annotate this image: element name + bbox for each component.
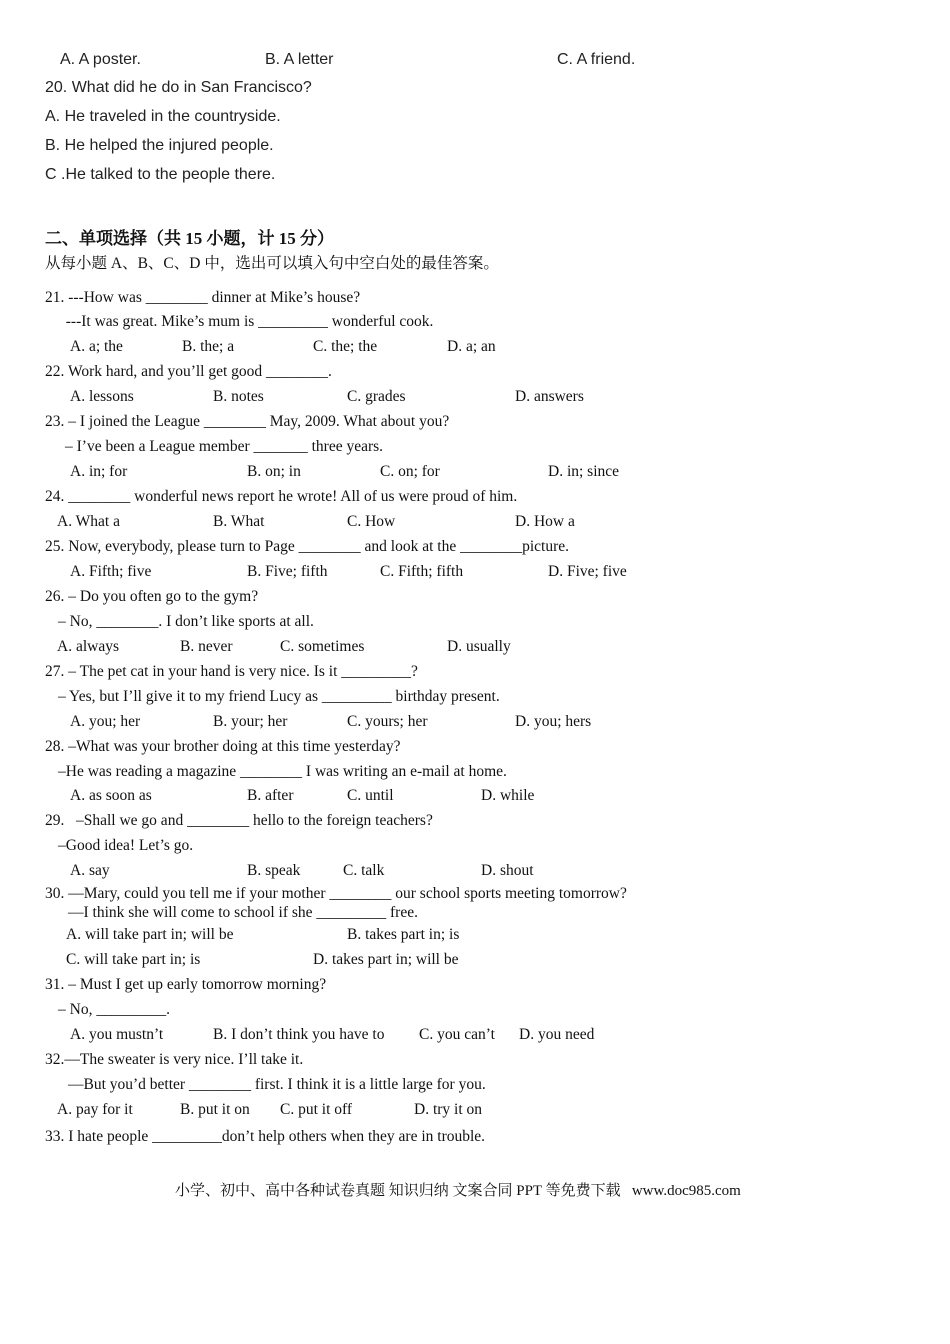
answer-option: D. you need xyxy=(519,1026,595,1043)
answer-option: B. takes part in; is xyxy=(347,926,460,943)
question-stem: 30. —Mary, could you tell me if your mother ________ our school sports meeting tomorrow? xyxy=(45,885,627,902)
answer-option: A. as soon as xyxy=(70,787,152,804)
answer-option: A. in; for xyxy=(70,463,128,480)
answer-option: D. you; hers xyxy=(515,713,592,730)
answer-option: C. yours; her xyxy=(347,713,428,730)
answer-option: C. until xyxy=(347,787,394,804)
question-line: —But you’d better ________ first. I think it is a little large for you. xyxy=(68,1076,486,1093)
answer-option: B. after xyxy=(247,787,294,804)
answer-option: A. lessons xyxy=(70,388,134,405)
answer-option: D. a; an xyxy=(447,338,496,355)
question-stem: 26. – Do you often go to the gym? xyxy=(45,588,259,605)
answer-option: C. the; the xyxy=(313,338,378,355)
question-stem: 31. – Must I get up early tomorrow morning? xyxy=(45,976,327,993)
answer-option: C. will take part in; is xyxy=(66,951,201,968)
answer-option: B. put it on xyxy=(180,1101,250,1118)
answer-option: B. I don’t think you have to xyxy=(213,1026,385,1043)
answer-option: C. How xyxy=(347,513,396,530)
q20-option-a: A. He traveled in the countryside. xyxy=(45,108,281,125)
section-heading: 二、单项选择（共 15 小题，计 15 分） xyxy=(45,229,334,248)
answer-option: A. will take part in; will be xyxy=(66,926,234,943)
question-stem: 23. – I joined the League ________ May, 2009. What about you? xyxy=(45,413,450,430)
answer-option: C. talk xyxy=(343,862,385,879)
question-line: – Yes, but I’ll give it to my friend Lucy as _________ birthday present. xyxy=(58,688,500,705)
question-stem: 22. Work hard, and you’ll get good ________. xyxy=(45,363,332,380)
answer-option: B. your; her xyxy=(213,713,288,730)
q20-stem: 20. What did he do in San Francisco? xyxy=(45,79,312,96)
answer-option: B. speak xyxy=(247,862,301,879)
answer-option: C. you can’t xyxy=(419,1026,495,1043)
answer-option: D. How a xyxy=(515,513,575,530)
answer-option: D. try it on xyxy=(414,1101,483,1118)
question-line: ---It was great. Mike’s mum is _________ wonderful cook. xyxy=(58,313,434,330)
question-stem: 29. –Shall we go and ________ hello to the foreign teachers? xyxy=(45,812,433,829)
answer-option: D. while xyxy=(481,787,535,804)
question-stem: 25. Now, everybody, please turn to Page ________ and look at the ________picture. xyxy=(45,538,570,555)
question-stem: 33. I hate people _________don’t help others when they are in trouble. xyxy=(45,1128,486,1145)
answer-option: A. a; the xyxy=(70,338,123,355)
question-stem: 21. ---How was ________ dinner at Mike’s house? xyxy=(45,289,361,306)
answer-option: D. usually xyxy=(447,638,511,655)
answer-option: B. never xyxy=(180,638,233,655)
answer-option: D. answers xyxy=(515,388,584,405)
answer-option: D. in; since xyxy=(548,463,620,480)
answer-option: C. on; for xyxy=(380,463,440,480)
answer-option: C. grades xyxy=(347,388,406,405)
answer-option: A. you mustn’t xyxy=(70,1026,164,1043)
answer-option: D. Five; five xyxy=(548,563,627,580)
q20-option-b: B. He helped the injured people. xyxy=(45,137,274,154)
answer-option: A. always xyxy=(57,638,119,655)
q19-option-b: B. A letter xyxy=(265,51,334,68)
answer-option: A. pay for it xyxy=(57,1101,133,1118)
answer-option: D. takes part in; will be xyxy=(313,951,459,968)
question-line: –He was reading a magazine ________ I was writing an e-mail at home. xyxy=(58,763,507,780)
answer-option: B. What xyxy=(213,513,265,530)
question-line: – I’ve been a League member _______ three years. xyxy=(65,438,384,455)
answer-option: C. put it off xyxy=(280,1101,353,1118)
question-line: –Good idea! Let’s go. xyxy=(58,837,194,854)
question-stem: 24. ________ wonderful news report he wrote! All of us were proud of him. xyxy=(45,488,518,505)
answer-option: A. you; her xyxy=(70,713,141,730)
q19-option-c: C. A friend. xyxy=(557,51,636,68)
answer-option: B. Five; fifth xyxy=(247,563,328,580)
answer-option: A. Fifth; five xyxy=(70,563,152,580)
footer: 小学、初中、高中各种试卷真题 知识归纳 文案合同 PPT 等免费下载 www.doc985.com xyxy=(175,1183,741,1199)
question-line: – No, ________. I don’t like sports at all. xyxy=(58,613,314,630)
q19-option-a: A. A poster. xyxy=(60,51,141,68)
section-instruction: 从每小题 A、B、C、D 中，选出可以填入句中空白处的最佳答案。 xyxy=(45,255,499,272)
answer-option: A. say xyxy=(70,862,110,879)
question-stem: 28. –What was your brother doing at this time yesterday? xyxy=(45,738,401,755)
question-line: – No, _________. xyxy=(58,1001,170,1018)
answer-option: B. on; in xyxy=(247,463,301,480)
answer-option: B. the; a xyxy=(182,338,235,355)
answer-option: B. notes xyxy=(213,388,264,405)
answer-option: A. What a xyxy=(57,513,120,530)
question-stem: 27. – The pet cat in your hand is very nice. Is it _________? xyxy=(45,663,418,680)
question-stem: 32.—The sweater is very nice. I’ll take it. xyxy=(45,1051,304,1068)
question-line: —I think she will come to school if she _________ free. xyxy=(68,904,418,921)
answer-option: C. sometimes xyxy=(280,638,365,655)
answer-option: D. shout xyxy=(481,862,534,879)
answer-option: C. Fifth; fifth xyxy=(380,563,464,580)
q20-option-c: C .He talked to the people there. xyxy=(45,166,276,183)
